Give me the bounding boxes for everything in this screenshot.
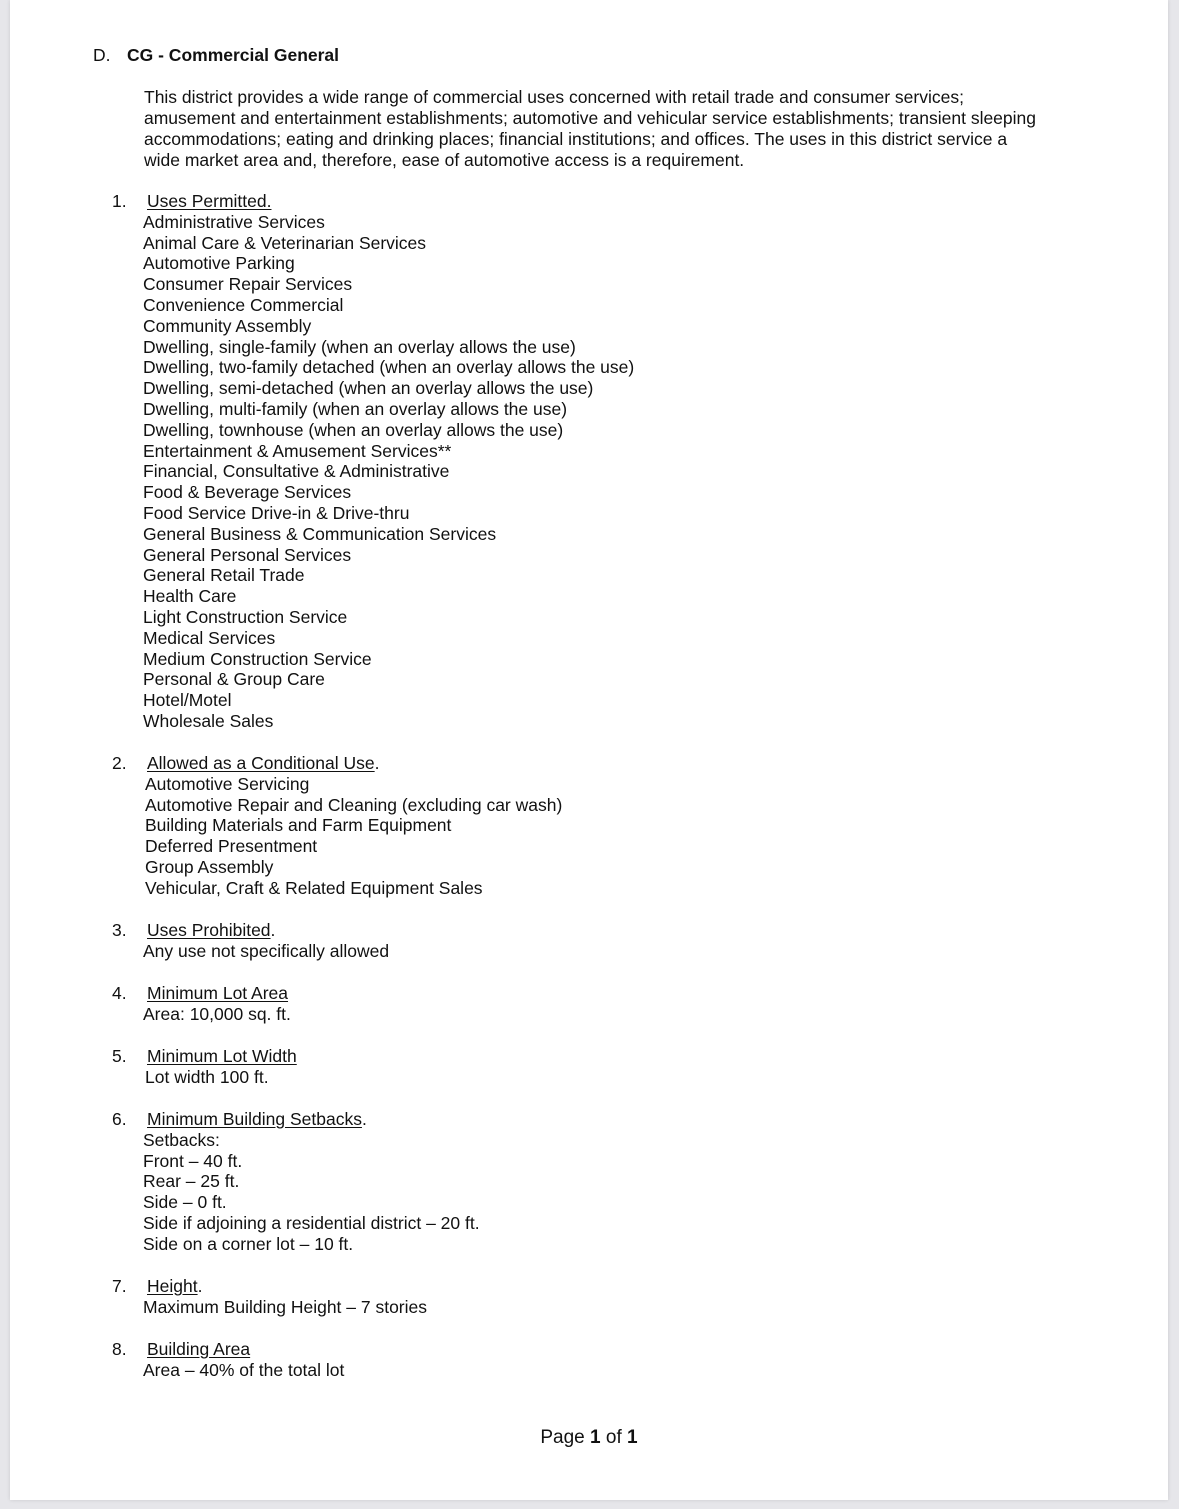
section-conditional-use: 2. Allowed as a Conditional Use. Automotive Servicing Automotive Repair and Cleaning (excluding car wash) Building Materials and Farm Equipment Deferred Presentment Group Assembly Vehicular, Craft & Related Equipment Sales: [112, 753, 563, 898]
section-building-area: [112, 1339, 344, 1381]
building-area-list: [112, 1360, 344, 1381]
list-item: Dwelling, semi-detached (when an overlay allows the use): [143, 378, 594, 399]
section-letter: D.: [93, 45, 111, 65]
section-heading-title: Uses Prohibited: [147, 920, 271, 940]
section-uses-prohibited: 3. Uses Prohibited. Any use not specifically allowed: [112, 920, 390, 961]
section-heading-title: Minimum Lot Area: [147, 983, 289, 1003]
list-item: General Business & Communication Services: [143, 523, 497, 544]
height-list: [112, 1297, 427, 1318]
list-item: Medical Services: [143, 627, 276, 648]
list-item: Building Materials and Farm Equipment: [145, 815, 452, 836]
conditional-use-list: [112, 774, 562, 899]
list-item: Wholesale Sales: [143, 710, 274, 731]
section-uses-permitted: [112, 191, 634, 732]
section-number: 8.: [112, 1339, 127, 1359]
minimum-lot-area-list: [112, 1004, 291, 1025]
section-heading-title: Minimum Building Setbacks: [147, 1109, 362, 1129]
list-item: Vehicular, Craft & Related Equipment Sales: [145, 877, 483, 898]
list-item: Area: 10,000 sq. ft.: [143, 1003, 291, 1024]
section-title: CG - Commercial General: [127, 45, 340, 65]
list-item: Maximum Building Height – 7 stories: [143, 1296, 428, 1317]
list-item: Financial, Consultative & Administrative: [143, 461, 450, 482]
list-item: Dwelling, single-family (when an overlay allows the use): [143, 336, 576, 357]
list-item: Group Assembly: [145, 856, 274, 877]
uses-prohibited-list: [112, 941, 389, 962]
list-item: Automotive Parking: [143, 253, 295, 274]
list-item: Convenience Commercial: [143, 294, 344, 315]
minimum-lot-width-list: [112, 1067, 297, 1088]
section-minimum-building-setbacks: 6. Minimum Building Setbacks. Setbacks: Front – 40 ft. Rear – 25 ft. Side – 0 ft. Side if adjoining a residential district – 20 ft. Side on a corner lot – 10 ft.: [112, 1109, 480, 1254]
setbacks-list: [112, 1130, 480, 1255]
list-item: Medium Construction Service: [143, 648, 372, 669]
section-number: 5.: [112, 1046, 127, 1066]
list-item: Entertainment & Amusement Services**: [143, 440, 452, 461]
list-item: Area – 40% of the total lot: [143, 1359, 345, 1380]
list-item: Deferred Presentment: [145, 836, 318, 857]
list-item: Rear – 25 ft.: [143, 1171, 240, 1192]
page-number: Page 1 of 1: [540, 1427, 638, 1448]
list-item: Food Service Drive-in & Drive-thru: [143, 502, 410, 523]
list-item: Dwelling, townhouse (when an overlay allows the use): [143, 419, 564, 440]
section-heading-title: Allowed as a Conditional Use: [147, 753, 375, 773]
list-item: General Retail Trade: [143, 565, 305, 586]
section-intro: This district provides a wide range of commercial uses concerned with retail trade and consumer services; amusement and entertainment establishments; automotive and vehicular service establishments; transient sleeping accommodations; eating and drinking places; financial institutions; and offices. The uses in this district service a wide market area and, therefore, ease of automotive access is a requirement.: [144, 87, 1037, 170]
list-item: Front – 40 ft.: [143, 1150, 243, 1171]
section-heading-title: Uses Permitted.: [147, 191, 272, 211]
list-item: Dwelling, multi-family (when an overlay allows the use): [143, 398, 568, 419]
section-number: 6.: [112, 1109, 127, 1129]
list-item: Side on a corner lot – 10 ft.: [143, 1233, 354, 1254]
list-item: Community Assembly: [143, 315, 312, 336]
section-number: 1.: [112, 191, 127, 211]
list-item: Automotive Servicing: [145, 773, 310, 794]
section-minimum-lot-width: [112, 1046, 297, 1088]
section-number: 7.: [112, 1276, 127, 1296]
section-number: 4.: [112, 983, 127, 1003]
list-item: Side if adjoining a residential district – 20 ft.: [143, 1212, 480, 1233]
list-item: Light Construction Service: [143, 606, 348, 627]
list-item: Administrative Services: [143, 211, 325, 232]
list-item: Side – 0 ft.: [143, 1192, 227, 1213]
section-heading-title: Height: [147, 1276, 198, 1296]
list-item: Personal & Group Care: [143, 669, 325, 690]
list-item: Hotel/Motel: [143, 690, 232, 711]
list-item: Consumer Repair Services: [143, 274, 353, 295]
list-item: Health Care: [143, 586, 237, 607]
list-item: Animal Care & Veterinarian Services: [143, 232, 427, 253]
section-number: 3.: [112, 920, 127, 940]
section-number: 2.: [112, 753, 127, 773]
document-page: [10, 0, 1168, 1500]
list-item: General Personal Services: [143, 544, 352, 565]
list-item: Food & Beverage Services: [143, 482, 352, 503]
section-heading-title: Minimum Lot Width: [147, 1046, 297, 1066]
list-item: Lot width 100 ft.: [145, 1066, 269, 1087]
section-minimum-lot-area: [112, 983, 291, 1025]
list-item: Automotive Repair and Cleaning (excluding car wash): [145, 794, 563, 815]
section-height: 7. Height. Maximum Building Height – 7 stories: [112, 1276, 428, 1317]
list-item: Any use not specifically allowed: [143, 940, 390, 961]
uses-permitted-list: [112, 212, 634, 732]
section-heading: [93, 44, 339, 66]
section-heading-title: Building Area: [147, 1339, 251, 1359]
list-item: Dwelling, two-family detached (when an overlay allows the use): [143, 357, 635, 378]
list-item: Setbacks:: [143, 1129, 220, 1150]
